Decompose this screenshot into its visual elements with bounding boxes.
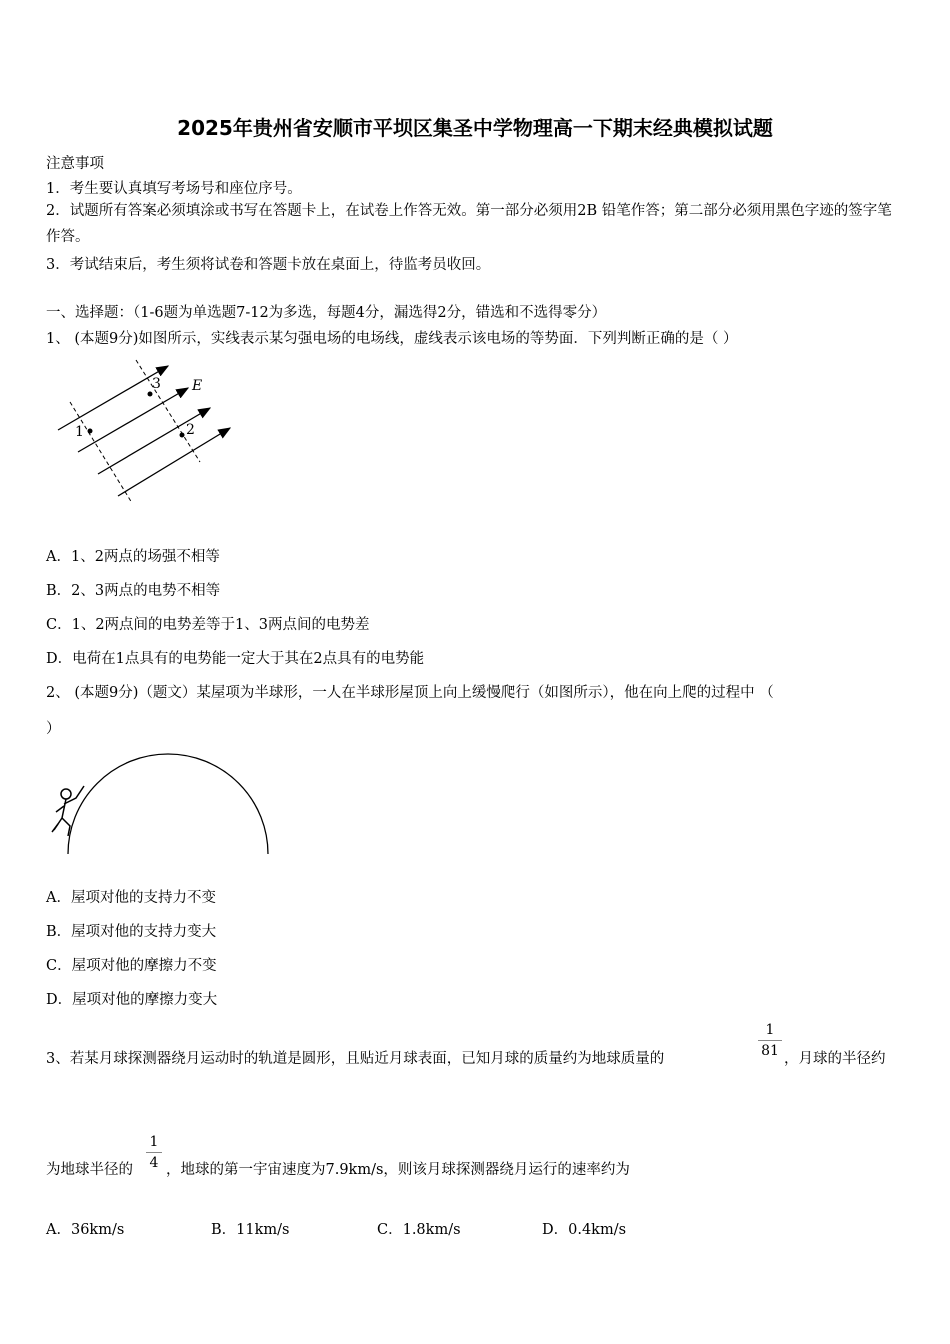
- question-3-option-c: C．1.8km/s: [377, 1222, 461, 1238]
- label-3: 3: [152, 376, 161, 392]
- question-1-option-b: B．2、3两点的电势不相等: [46, 583, 221, 599]
- question-3-option-d: D．0.4km/s: [542, 1222, 627, 1238]
- question-3-stem-part3: 为地球半径的: [46, 1162, 133, 1178]
- fraction-denominator: 81: [761, 1043, 779, 1059]
- hemisphere-roof-figure: [44, 746, 276, 868]
- field-line: [118, 428, 230, 496]
- point-2: [180, 433, 185, 438]
- fraction-one-eighty-first: [758, 1022, 782, 1059]
- climber-figure: [52, 786, 84, 836]
- notice-item-1: 1．考生要认真填写考场号和座位序号。: [46, 181, 302, 197]
- label-1: 1: [75, 424, 84, 440]
- notice-item-2: 2．试题所有答案必须填涂或书写在答题卡上，在试卷上作答无效。第一部分必须用2B 铅笔作答；第二部分必须用黑色字迹的签字笔作答。: [46, 203, 892, 245]
- notice-heading: 注意事项: [46, 156, 104, 172]
- fraction-numerator: 1: [149, 1134, 159, 1150]
- roof-arc: [68, 754, 268, 854]
- field-line: [78, 388, 188, 452]
- page-title: 2025年贵州省安顺市平坝区集圣中学物理高一下期末经典模拟试题: [177, 116, 773, 140]
- question-2-stem-end: ）: [46, 721, 61, 737]
- point-1: [88, 429, 93, 434]
- field-line: [98, 408, 210, 474]
- question-2-option-c: C．屋项对他的摩擦力不变: [46, 958, 217, 974]
- question-2-option-d: D．屋项对他的摩擦力变大: [46, 992, 218, 1008]
- section-heading: 一、选择题：（1-6题为单选题7-12为多选，每题4分，漏选得2分，错选和不选得零分）: [46, 305, 607, 321]
- question-3-option-a: A．36km/s: [46, 1222, 125, 1238]
- question-3-stem-part2: ，月球的半径约: [784, 1051, 886, 1067]
- question-1-option-c: C．1、2两点间的电势差等于1、3两点间的电势差: [46, 617, 370, 633]
- question-3-stem-part1: 3、若某月球探测器绕月运动时的轨道是圆形，且贴近月球表面，已知月球的质量约为地球质量的: [46, 1051, 665, 1067]
- fraction-denominator: 4: [149, 1155, 159, 1171]
- question-2-option-b: B．屋项对他的支持力变大: [46, 924, 217, 940]
- question-2-stem: 2、 (本题9分)（题文）某屋项为半球形，一人在半球形屋顶上向上缓慢爬行（如图所示），他在向上爬的过程中 （: [46, 685, 774, 701]
- question-1-option-d: D．电荷在1点具有的电势能一定大于其在2点具有的电势能: [46, 651, 425, 667]
- electric-field-figure: [50, 358, 250, 508]
- question-1-stem: 1、 (本题9分)如图所示，实线表示某匀强电场的电场线，虚线表示该电场的等势面．下列判断正确的是（ ）: [46, 331, 738, 347]
- notice-item-3: 3．考试结束后，考生须将试卷和答题卡放在桌面上，待监考员收回。: [46, 257, 491, 273]
- label-E: E: [192, 378, 203, 394]
- label-2: 2: [186, 422, 195, 438]
- fraction-numerator: 1: [765, 1022, 775, 1038]
- fraction-one-quarter: [146, 1134, 162, 1171]
- question-2-option-a: A．屋项对他的支持力不变: [46, 890, 216, 906]
- question-3-stem-part4: ，地球的第一宇宙速度为7.9km/s，则该月球探测器绕月运行的速率约为: [166, 1162, 630, 1178]
- point-3: [148, 392, 153, 397]
- question-3-option-b: B．11km/s: [211, 1222, 290, 1238]
- question-1-option-a: A．1、2两点的场强不相等: [46, 549, 220, 565]
